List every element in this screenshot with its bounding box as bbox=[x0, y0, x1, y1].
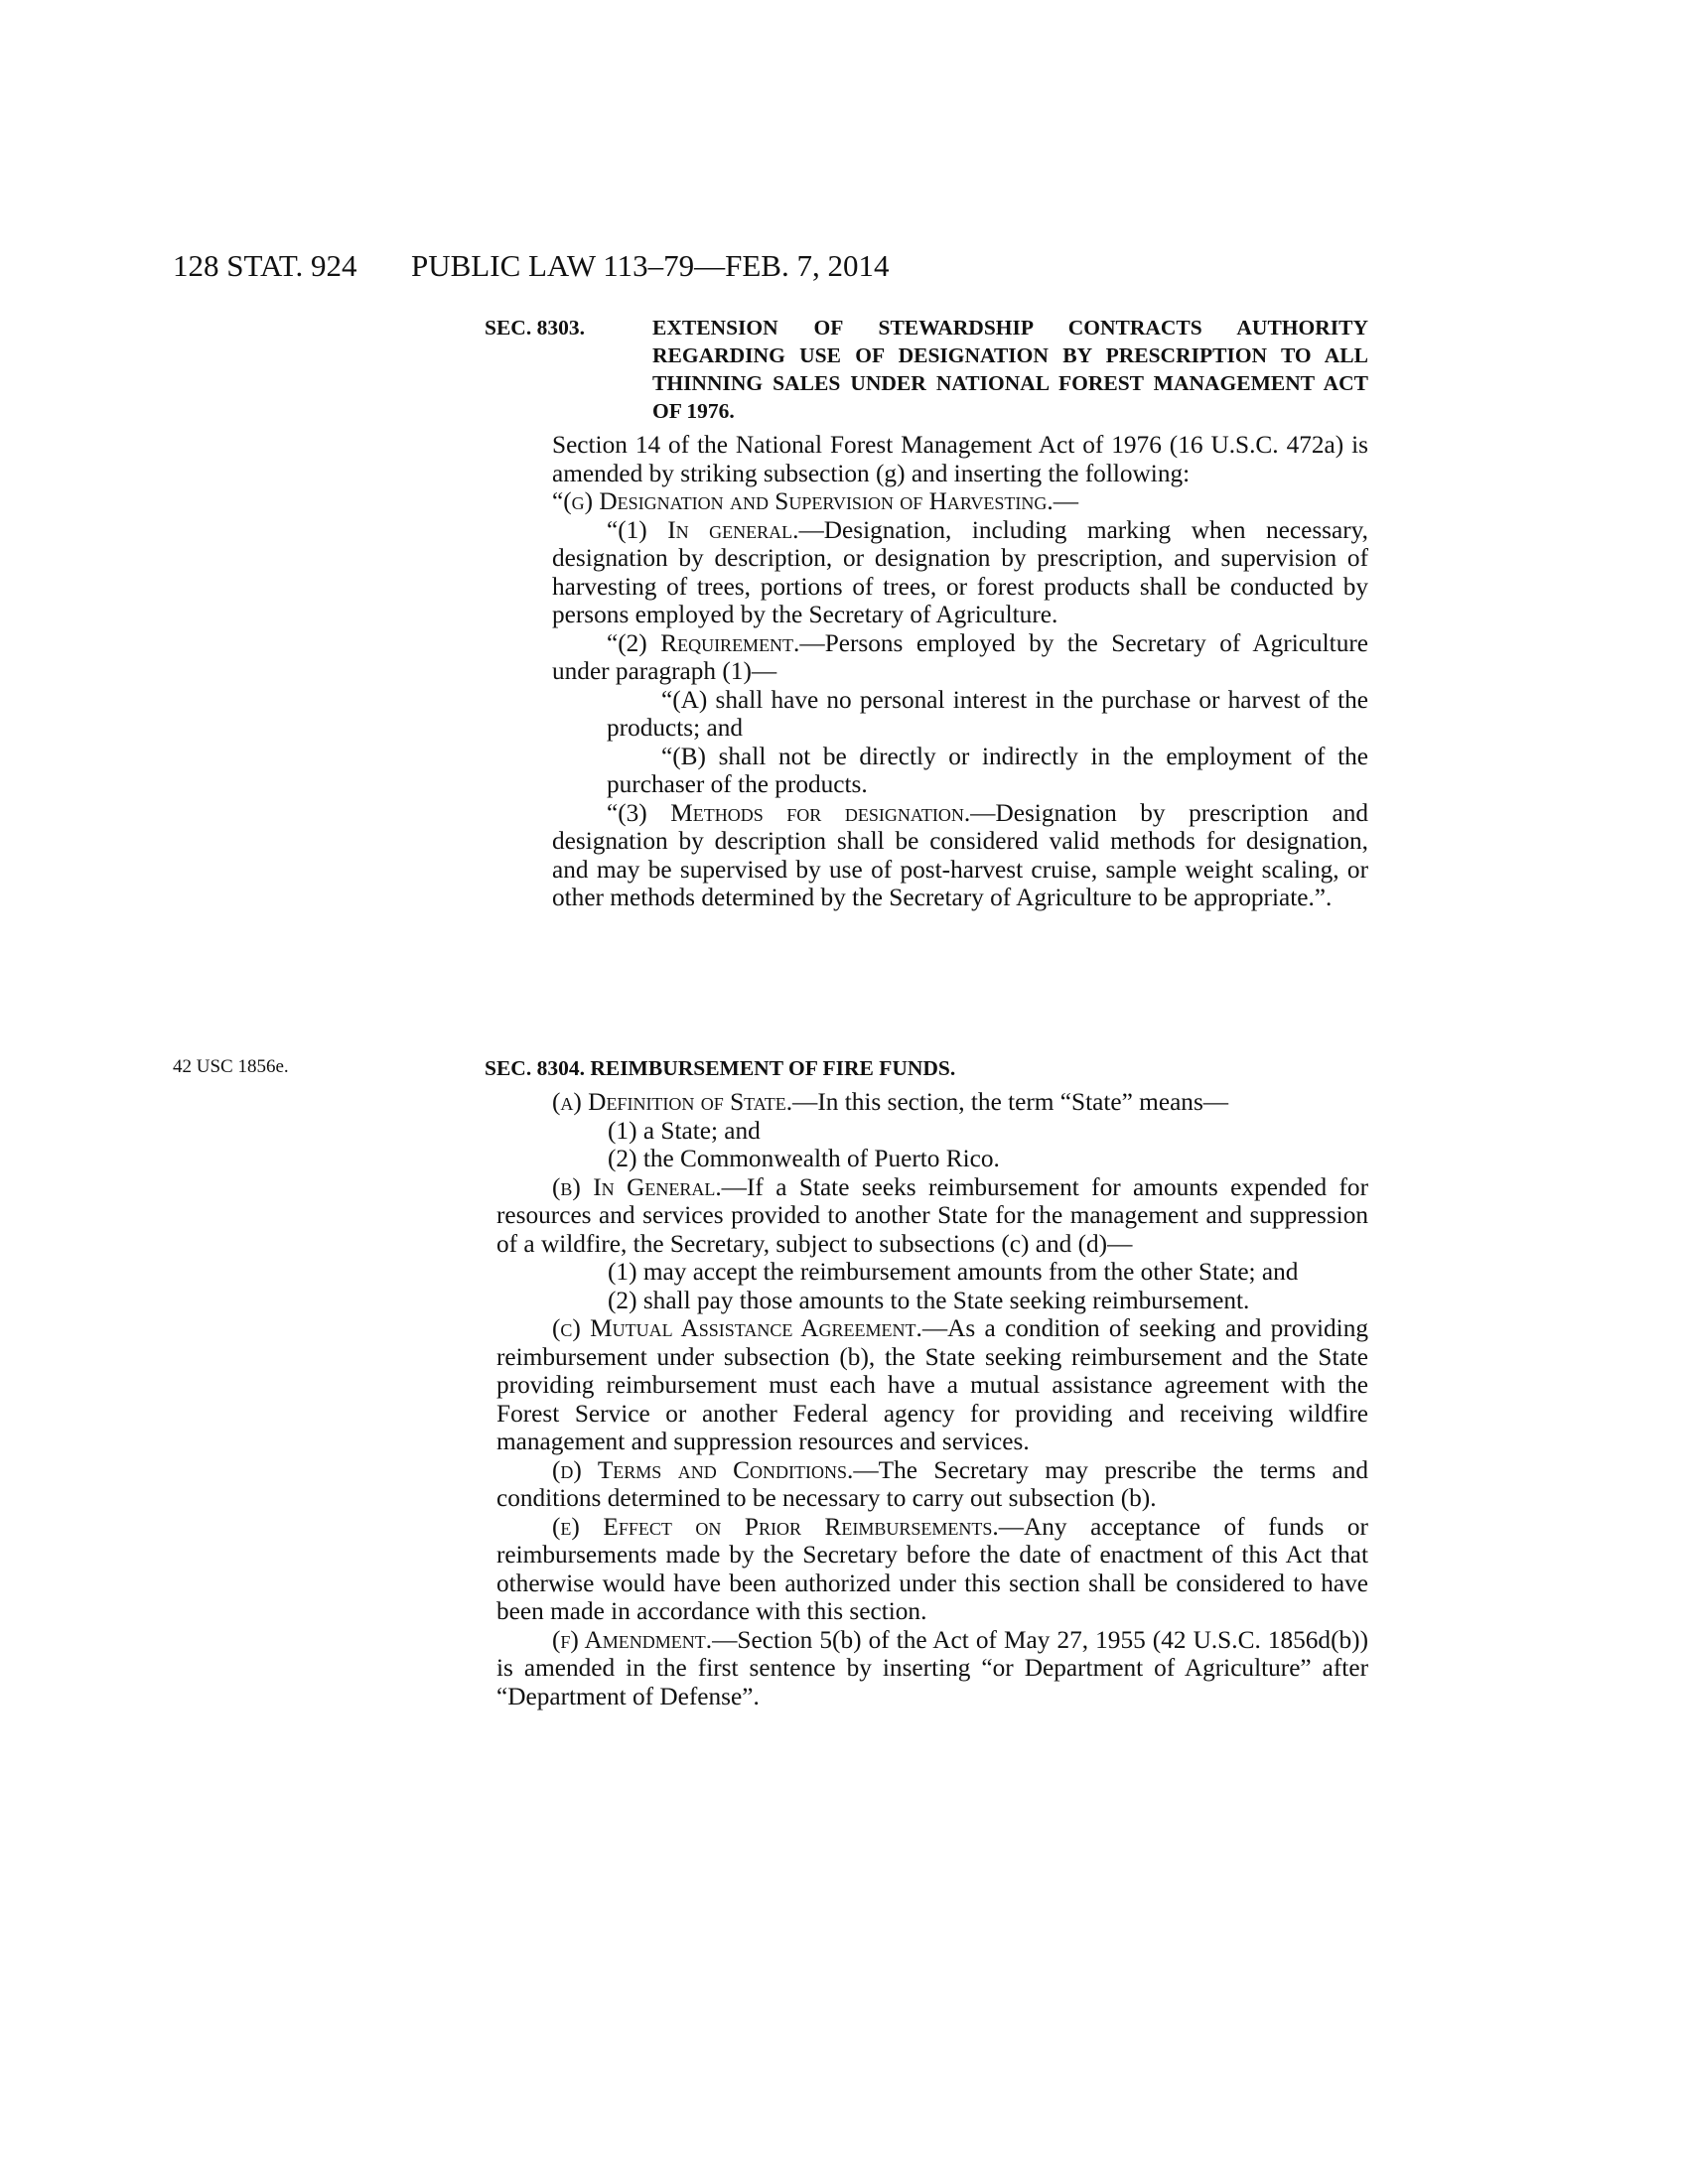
subparagraph-a: “(A) shall have no personal interest in the purchase or harvest of the products; and bbox=[607, 685, 1368, 742]
section-8304-body bbox=[496, 1088, 1368, 1710]
section-title: REIMBURSEMENT OF FIRE FUNDS. bbox=[590, 1056, 956, 1080]
subsection-b: (b) In General.—If a State seeks reimbursement for amounts expended for resources and services provided to another State for the management and suppression of a wildfire, the Secretary, subject to subsections (c) and (d)— bbox=[496, 1172, 1368, 1258]
section-8303-body bbox=[552, 431, 1368, 912]
amendment-intro: Section 14 of the National Forest Management Act of 1976 (16 U.S.C. 472a) is amended by striking subsection (g) and inserting the following: bbox=[552, 431, 1368, 487]
section-number: SEC. 8304. bbox=[485, 1056, 585, 1080]
subsection-e: (e) Effect on Prior Reimbursements.—Any acceptance of funds or reimbursements made by the Secretary before the date of enactment of this Act that otherwise would have been authorized under this section shall be considered to have been made in accordance with this section. bbox=[496, 1512, 1368, 1625]
section-8304-heading bbox=[485, 1054, 1368, 1082]
paragraph-2: “(2) Requirement.—Persons employed by the Secretary of Agriculture under paragraph (1)— bbox=[552, 628, 1368, 685]
subsection-b-2: (2) shall pay those amounts to the State seeking reimbursement. bbox=[608, 1286, 1250, 1314]
section-number: SEC. 8303. bbox=[485, 316, 585, 340]
subsection-g-heading bbox=[552, 487, 1368, 516]
paragraph-1: “(1) In general.—Designation, including marking when necessary, designation by description, or designation by prescription, and supervision of harvesting of trees, portions of trees, or forest products shall be conducted by persons employed by the Secretary of Agriculture. bbox=[552, 515, 1368, 628]
subsection-f: (f) Amendment.—Section 5(b) of the Act of May 27, 1955 (42 U.S.C. 1856d(b)) is amended in the first sentence by inserting “or Department of Agriculture” after “Department of Defense”. bbox=[496, 1625, 1369, 1710]
paragraph-3: “(3) Methods for designation.—Designation by prescription and designation by description shall be considered valid methods for designation, and may be supervised by use of post-harvest cruise, sample weight scaling, or other methods determined by the Secretary of Agriculture to be appropriate.”. bbox=[552, 798, 1368, 911]
page-title: PUBLIC LAW 113–79—FEB. 7, 2014 bbox=[411, 248, 890, 283]
subparagraph-b: “(B) shall not be directly or indirectly in the employment of the purchaser of the products. bbox=[607, 742, 1368, 798]
usc-margin-note: 42 USC 1856e. bbox=[173, 1056, 289, 1077]
subsection-a-1: (1) a State; and bbox=[608, 1116, 761, 1145]
section-title: EXTENSION OF STEWARDSHIP CONTRACTS AUTHORITY REGARDING USE OF DESIGNATION BY PRESCRIPTION TO ALL THINNING SALES UNDER NATIONAL FOREST MANAGEMENT ACT OF 1976. bbox=[652, 316, 1368, 423]
subsection-b-1: (1) may accept the reimbursement amounts from the other State; and bbox=[608, 1258, 1299, 1286]
statute-page-number: 128 STAT. 924 bbox=[173, 248, 357, 283]
subsection-a-2: (2) the Commonwealth of Puerto Rico. bbox=[608, 1145, 1000, 1172]
page-header bbox=[173, 248, 1364, 288]
subsection-d: (d) Terms and Conditions.—The Secretary may prescribe the terms and conditions determined to be necessary to carry out subsection (b). bbox=[496, 1455, 1368, 1512]
subsection-c: (c) Mutual Assistance Agreement.—As a condition of seeking and providing reimbursement under subsection (b), the State seeking reimbursement and the State providing reimbursement must each have a mutual assistance agreement with the Forest Service or another Federal agency for providing and receiving wildfire management and suppression resources and services. bbox=[496, 1314, 1368, 1455]
subsection-a: (a) Definition of State.—In this section, the term “State” means— bbox=[552, 1088, 1229, 1116]
subsection-g-text: “(g) Designation and Supervision of Harvesting.— bbox=[552, 487, 1079, 515]
section-8303-heading bbox=[485, 314, 1368, 425]
